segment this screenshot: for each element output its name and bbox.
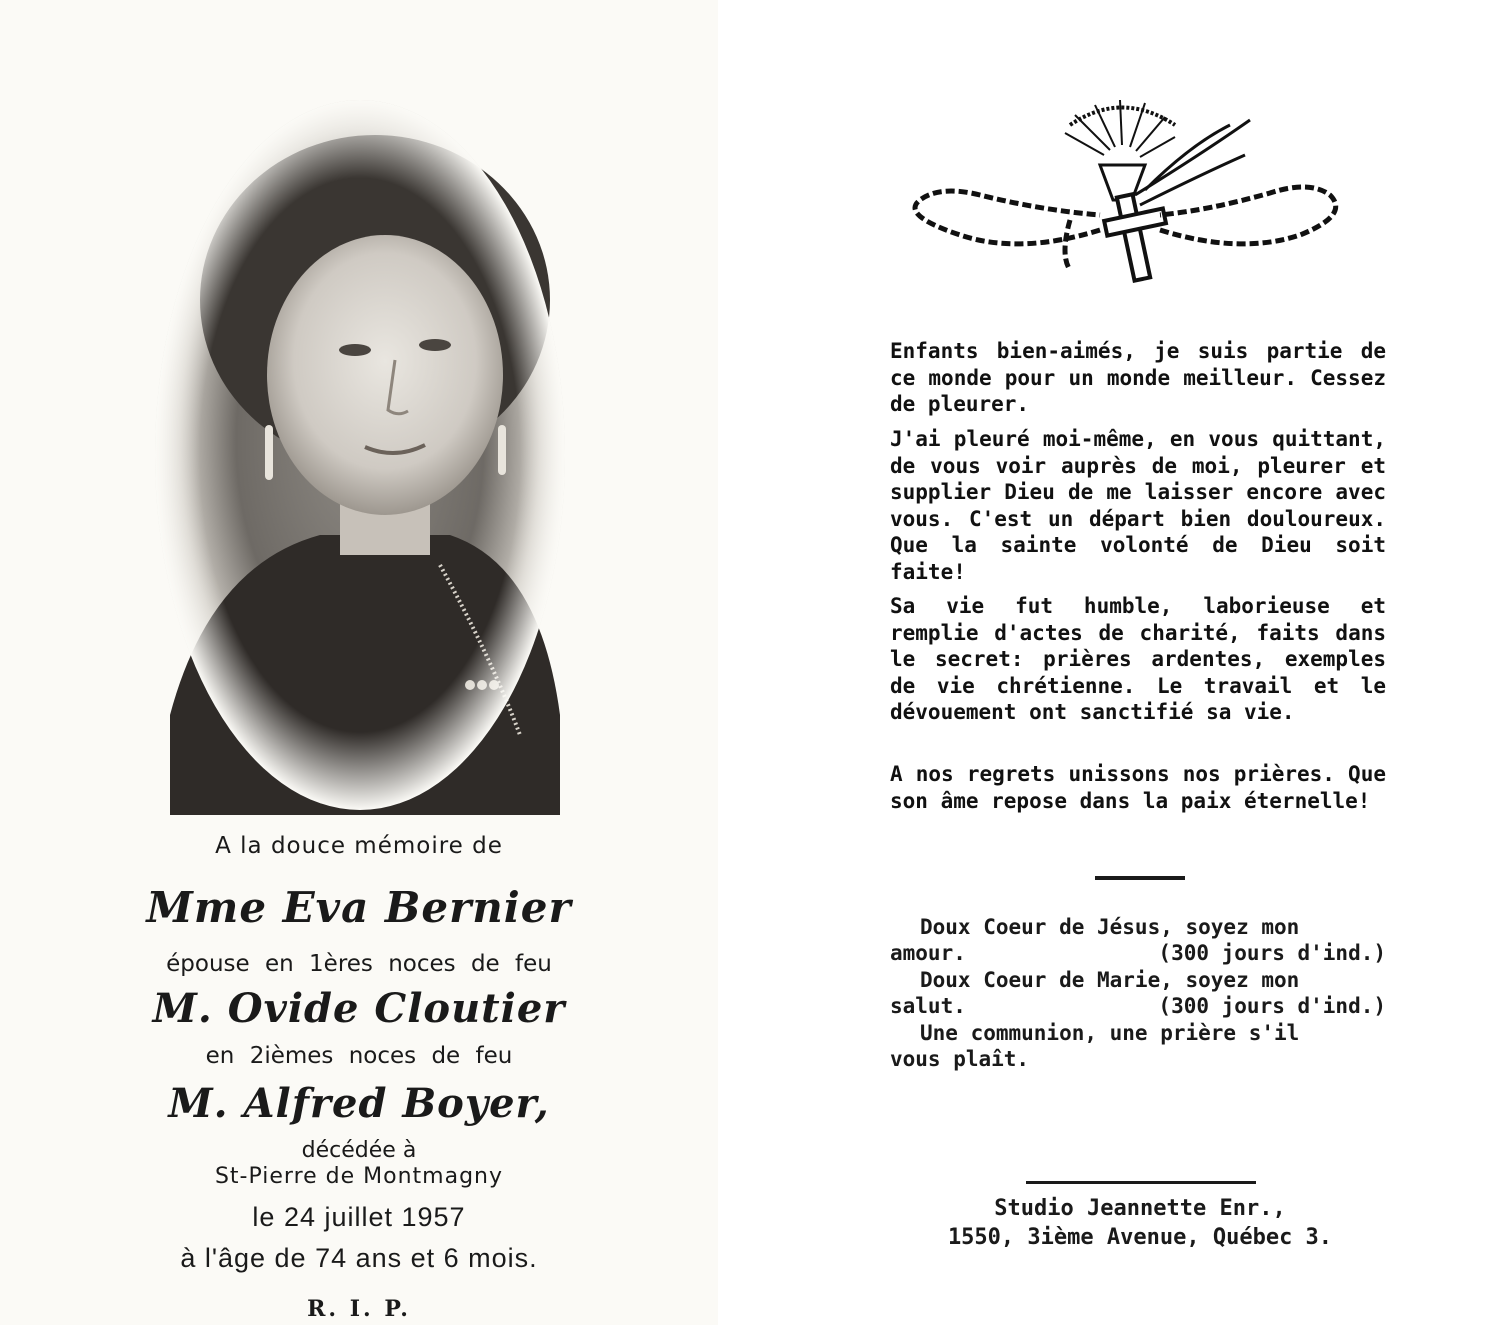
prayer-2-indulgence: (300 jours d'ind.) xyxy=(1158,994,1386,1018)
prayer-3-line-2: vous plaît. xyxy=(890,1047,1030,1071)
death-place: St-Pierre de Montmagny xyxy=(214,1164,504,1189)
verse-paragraph-1: Enfants bien-aimés, je suis partie de ce monde pour un monde meilleur. Cessez de pleurer. xyxy=(890,339,1386,416)
rip-text: R. I. P. xyxy=(307,1296,411,1322)
prayer-3-line-1: Une communion, une prière s'il xyxy=(920,1021,1300,1045)
prayer-2-text: salut. xyxy=(890,994,966,1018)
rosary-cross-emblem xyxy=(900,95,1350,285)
memorial-card-front xyxy=(0,0,718,1325)
portrait-photo xyxy=(150,95,570,815)
deceased-name: Mme Eva Bernier xyxy=(146,883,572,932)
prayer-1-line-2 xyxy=(890,941,1386,967)
verse-paragraph-2: J'ai pleuré moi-même, en vous quittant, de vous voir auprès de moi, pleurer et supplier Dieu de me laisser encore avec vous. C'est un départ bien douloureux. Que la sainte volonté de Dieu soit faite! xyxy=(890,427,1386,584)
prayer-2-line-1: Doux Coeur de Marie, soyez mon xyxy=(920,968,1300,992)
death-date: le 24 juillet 1957 xyxy=(252,1202,466,1232)
prayer-2-line-2 xyxy=(890,994,1386,1020)
spouse-name-2: M. Alfred Boyer, xyxy=(168,1080,550,1127)
spouse-name-1: M. Ovide Cloutier xyxy=(152,985,566,1032)
memorial-card-back xyxy=(720,0,1500,1325)
prayer-1-line-1: Doux Coeur de Jésus, soyez mon xyxy=(920,915,1300,939)
memorial-heading: A la douce mémoire de xyxy=(215,833,503,859)
verse-paragraph-3: Sa vie fut humble, laborieuse et remplie d'actes de charité, faits dans le secret: prières ardentes, exemples de vie chrétienne. Le travail et le dévouement ont sanctifié sa vie. xyxy=(890,594,1386,724)
divider-short xyxy=(1095,876,1185,880)
rosary-icon xyxy=(900,95,1350,285)
prayer-1-indulgence: (300 jours d'ind.) xyxy=(1158,941,1386,965)
prayer-1-text: amour. xyxy=(890,941,966,965)
divider-long xyxy=(1026,1181,1256,1184)
deceased-label: décédée à xyxy=(301,1138,417,1163)
studio-name: Studio Jeannette Enr., xyxy=(994,1196,1286,1221)
spouse-line-2: en 2ièmes noces de feu xyxy=(205,1043,513,1069)
verse-paragraph-4: A nos regrets unissons nos prières. Que son âme repose dans la paix éternelle! xyxy=(890,762,1386,813)
portrait-image xyxy=(150,95,570,815)
spouse-line-1: épouse en 1ères noces de feu xyxy=(166,951,552,977)
age-at-death: à l'âge de 74 ans et 6 mois. xyxy=(180,1243,538,1273)
studio-address: 1550, 3ième Avenue, Québec 3. xyxy=(947,1225,1333,1250)
